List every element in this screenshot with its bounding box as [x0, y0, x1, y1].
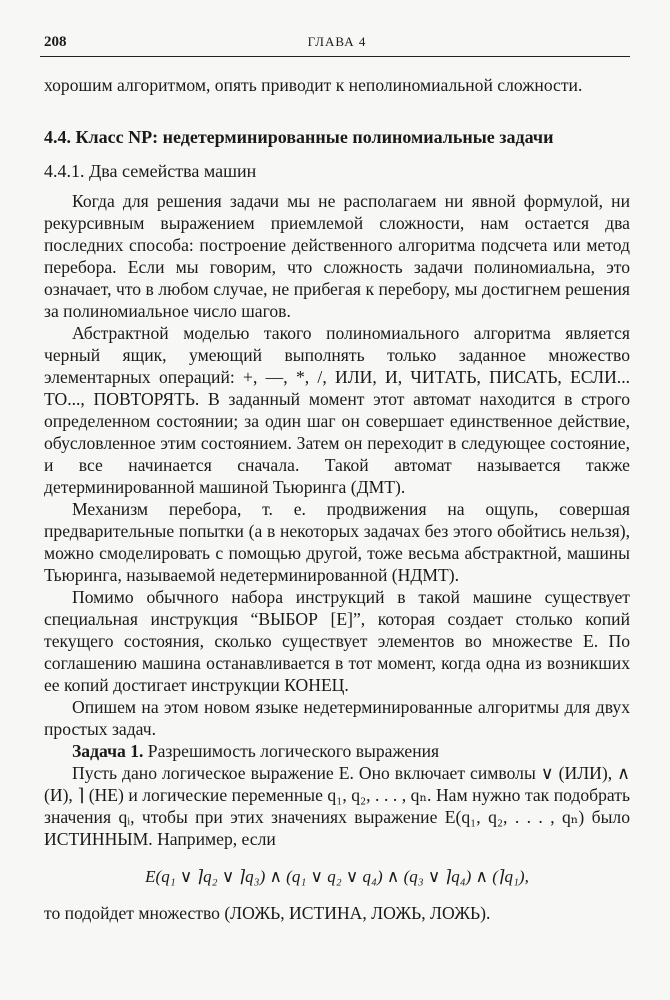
page-number: 208 [44, 34, 67, 50]
subsection-heading: 4.4.1. Два семейства машин [44, 161, 257, 181]
paragraph-3: Механизм перебора, т. е. продвижения на ощупь, совершая предварительные попытки (а в некоторых задачах без этого обойтись нельзя), можно смоделировать с помощью другой, тоже весьма абстрактной, машины Тьюринга, называемой недетерминированной (НДМТ). [44, 499, 630, 585]
paragraph-5: Опишем на этом новом языке недетерминированные алгоритмы для двух простых задач. [44, 697, 630, 739]
task-heading [44, 740, 630, 762]
header-rule [40, 56, 630, 57]
formula: E(q₁ ∨ ⌉q₂ ∨ ⌉q₃) ∧ (q₁ ∨ q₂ ∨ q₄) ∧ (q₃ ∨ ⌉q₄) ∧ (⌉q₁), [145, 867, 529, 886]
page-header [44, 34, 630, 56]
section-heading: 4.4. Класс NP: недетерминированные полиномиальные задачи [44, 127, 554, 147]
task-label: Задача 1. [72, 741, 144, 761]
task-title: Разрешимость логического выражения [147, 741, 440, 761]
intro-paragraph: хорошим алгоритмом, опять приводит к неполиномиальной сложности. [44, 75, 583, 95]
paragraph-1: Когда для решения задачи мы не располагаем ни явной формулой, ни рекурсивным выражением приемлемой сложности, нам остается два последних способа: построение действенного алгоритма подсчета или метод перебора. Если мы говорим, что сложность задачи полиномиальна, это означает, что в любом случае, не прибегая к перебору, мы достигнем решения за полиномиальное число шагов. [44, 191, 630, 321]
task-text: Пусть дано логическое выражение E. Оно включает символы ∨ (ИЛИ), ∧ (И), ⌉ (НЕ) и логические переменные q₁, q₂, . . . , qₙ. Нам нужно так подобрать значения qᵢ, чтобы при этих значениях выражение E(q₁, q₂, . . . , qₙ) было ИСТИННЫМ. Например, если [44, 763, 630, 849]
page-body [44, 74, 630, 924]
chapter-title: ГЛАВА 4 [307, 34, 367, 49]
paragraph-2: Абстрактной моделью такого полиномиального алгоритма является черный ящик, умеющий выполнять только заданное множество элементарных операций: +, —, *, /, ИЛИ, И, ЧИТАТЬ, ПИСАТЬ, ЕСЛИ... ТО..., ПОВТОРЯТЬ. В заданный момент этот автомат находится в строго определенном состоянии; за один шаг он совершает единственное действие, обусловленное этим состоянием. Затем он переходит в следующее состояние, и все начинается сначала. Такой автомат называется также детерминированной машиной Тьюринга (ДМТ). [44, 323, 630, 497]
closing-line: то подойдет множество (ЛОЖЬ, ИСТИНА, ЛОЖЬ, ЛОЖЬ). [44, 903, 491, 923]
paragraph-4: Помимо обычного набора инструкций в такой машине существует специальная инструкция “ВЫБОР [E]”, которая создает столько копий текущего состояния, сколько существует элементов во множестве E. По соглашению машина останавливается в тот момент, когда одна из возникших ее копий достигает инструкции КОНЕЦ. [44, 587, 630, 695]
